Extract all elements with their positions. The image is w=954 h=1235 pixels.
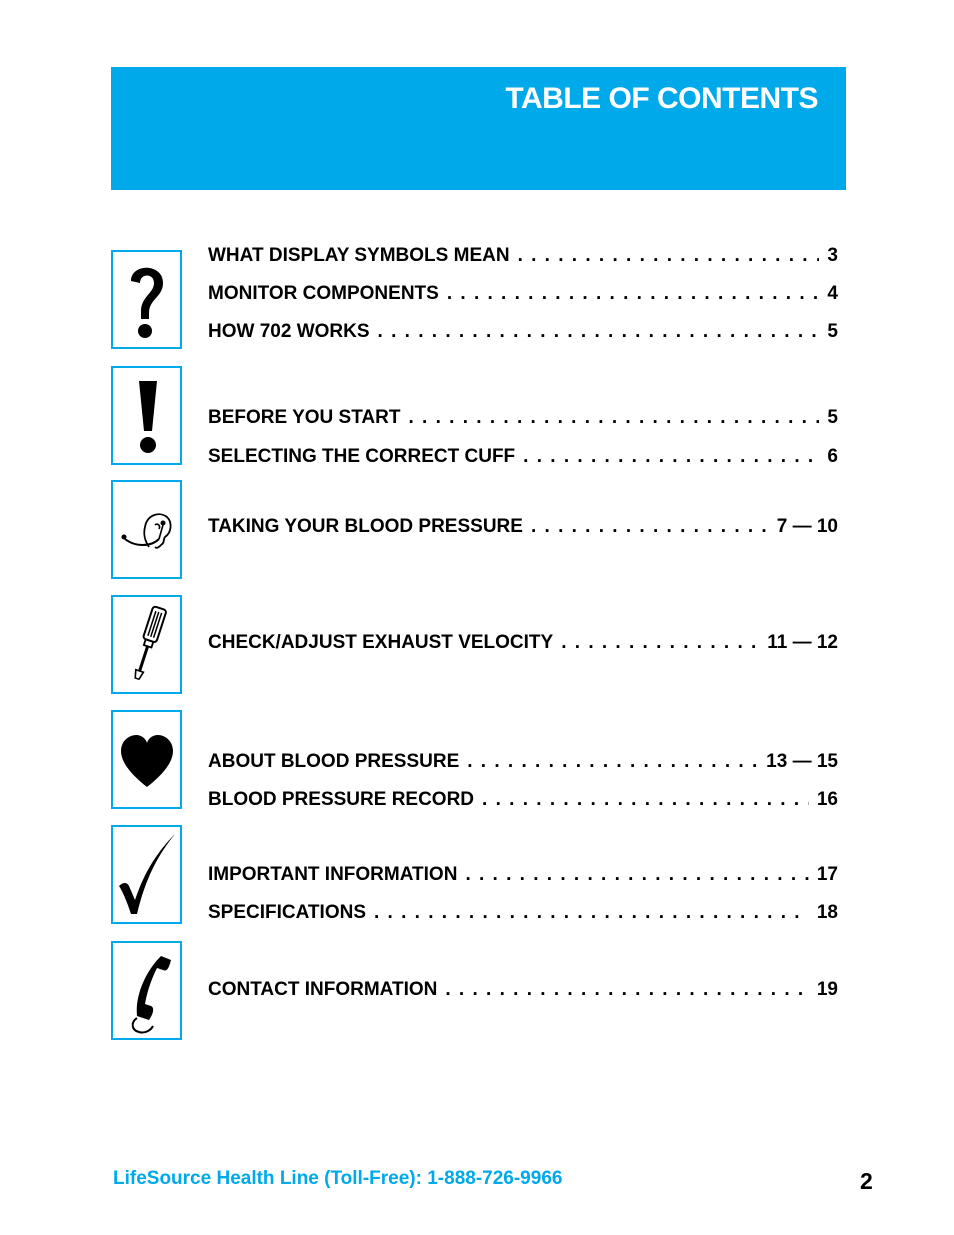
toc-entry-page: 3 [827, 245, 838, 266]
toc-entry-label: TAKING YOUR BLOOD PRESSURE [208, 516, 523, 537]
toc-entry-label: WHAT DISPLAY SYMBOLS MEAN [208, 245, 510, 266]
toc-entry[interactable] [208, 789, 838, 813]
toc-entry-page: 5 [827, 407, 838, 428]
toc-entry-page: 17 [816, 864, 838, 885]
dot-leader [378, 321, 820, 343]
heart-icon [111, 710, 182, 809]
toc-entry-page: 4 [827, 283, 838, 304]
toc-entry-page: 16 [816, 789, 838, 810]
toc-entry-label: BLOOD PRESSURE RECORD [208, 789, 475, 810]
toc-entry-page: 6 [827, 446, 838, 467]
toc-entry[interactable] [208, 902, 838, 926]
dot-leader [561, 632, 759, 654]
toc-entry[interactable] [208, 321, 838, 345]
toc-entry-label: CONTACT INFORMATION [208, 979, 438, 1000]
toc-entry-page: 13 — 15 [766, 751, 838, 772]
health-line-footer: LifeSource Health Line (Toll-Free): 1-888-726-9966 [113, 1168, 563, 1189]
dot-leader [445, 979, 808, 1001]
toc-entry[interactable] [208, 283, 838, 307]
dot-leader [467, 751, 758, 773]
dot-leader [374, 902, 809, 924]
toc-entry-page: 18 [816, 902, 838, 923]
dot-leader [465, 864, 808, 886]
toc-entry-label: ABOUT BLOOD PRESSURE [208, 751, 460, 772]
checkmark-icon [111, 825, 182, 924]
telephone-handset-icon [111, 941, 182, 1040]
toc-entry[interactable] [208, 864, 838, 888]
toc-entry[interactable] [208, 632, 838, 656]
question-mark-icon [111, 250, 182, 349]
toc-entry-page: 5 [827, 321, 838, 342]
toc-entry-page: 11 — 12 [767, 632, 838, 653]
stethoscope-head-icon [111, 480, 182, 579]
header-banner [111, 67, 846, 190]
dot-leader [482, 789, 809, 811]
exclamation-mark-icon [111, 366, 182, 465]
page-title: TABLE OF CONTENTS [505, 82, 818, 115]
toc-entry-label: SPECIFICATIONS [208, 902, 366, 923]
dot-leader [523, 446, 819, 468]
toc-entry-label: BEFORE YOU START [208, 407, 401, 428]
toc-entry-label: IMPORTANT INFORMATION [208, 864, 458, 885]
toc-entry-page: 19 [816, 979, 838, 1000]
toc-entry-label: HOW 702 WORKS [208, 321, 370, 342]
dot-leader [531, 516, 769, 538]
toc-entry[interactable] [208, 751, 838, 775]
toc-entry-label: SELECTING THE CORRECT CUFF [208, 446, 516, 467]
toc-entry-label: CHECK/ADJUST EXHAUST VELOCITY [208, 632, 554, 653]
page-number: 2 [860, 1168, 873, 1194]
toc-entry[interactable] [208, 407, 838, 431]
dot-leader [447, 283, 820, 305]
dot-leader [408, 407, 819, 429]
toc-entry[interactable] [208, 446, 838, 470]
screwdriver-icon [111, 595, 182, 694]
dot-leader [518, 245, 820, 267]
toc-entry[interactable] [208, 245, 838, 269]
toc-entry-label: MONITOR COMPONENTS [208, 283, 439, 304]
toc-entry[interactable] [208, 516, 838, 540]
toc-entry-page: 7 — 10 [776, 516, 838, 537]
toc-entry[interactable] [208, 979, 838, 1003]
